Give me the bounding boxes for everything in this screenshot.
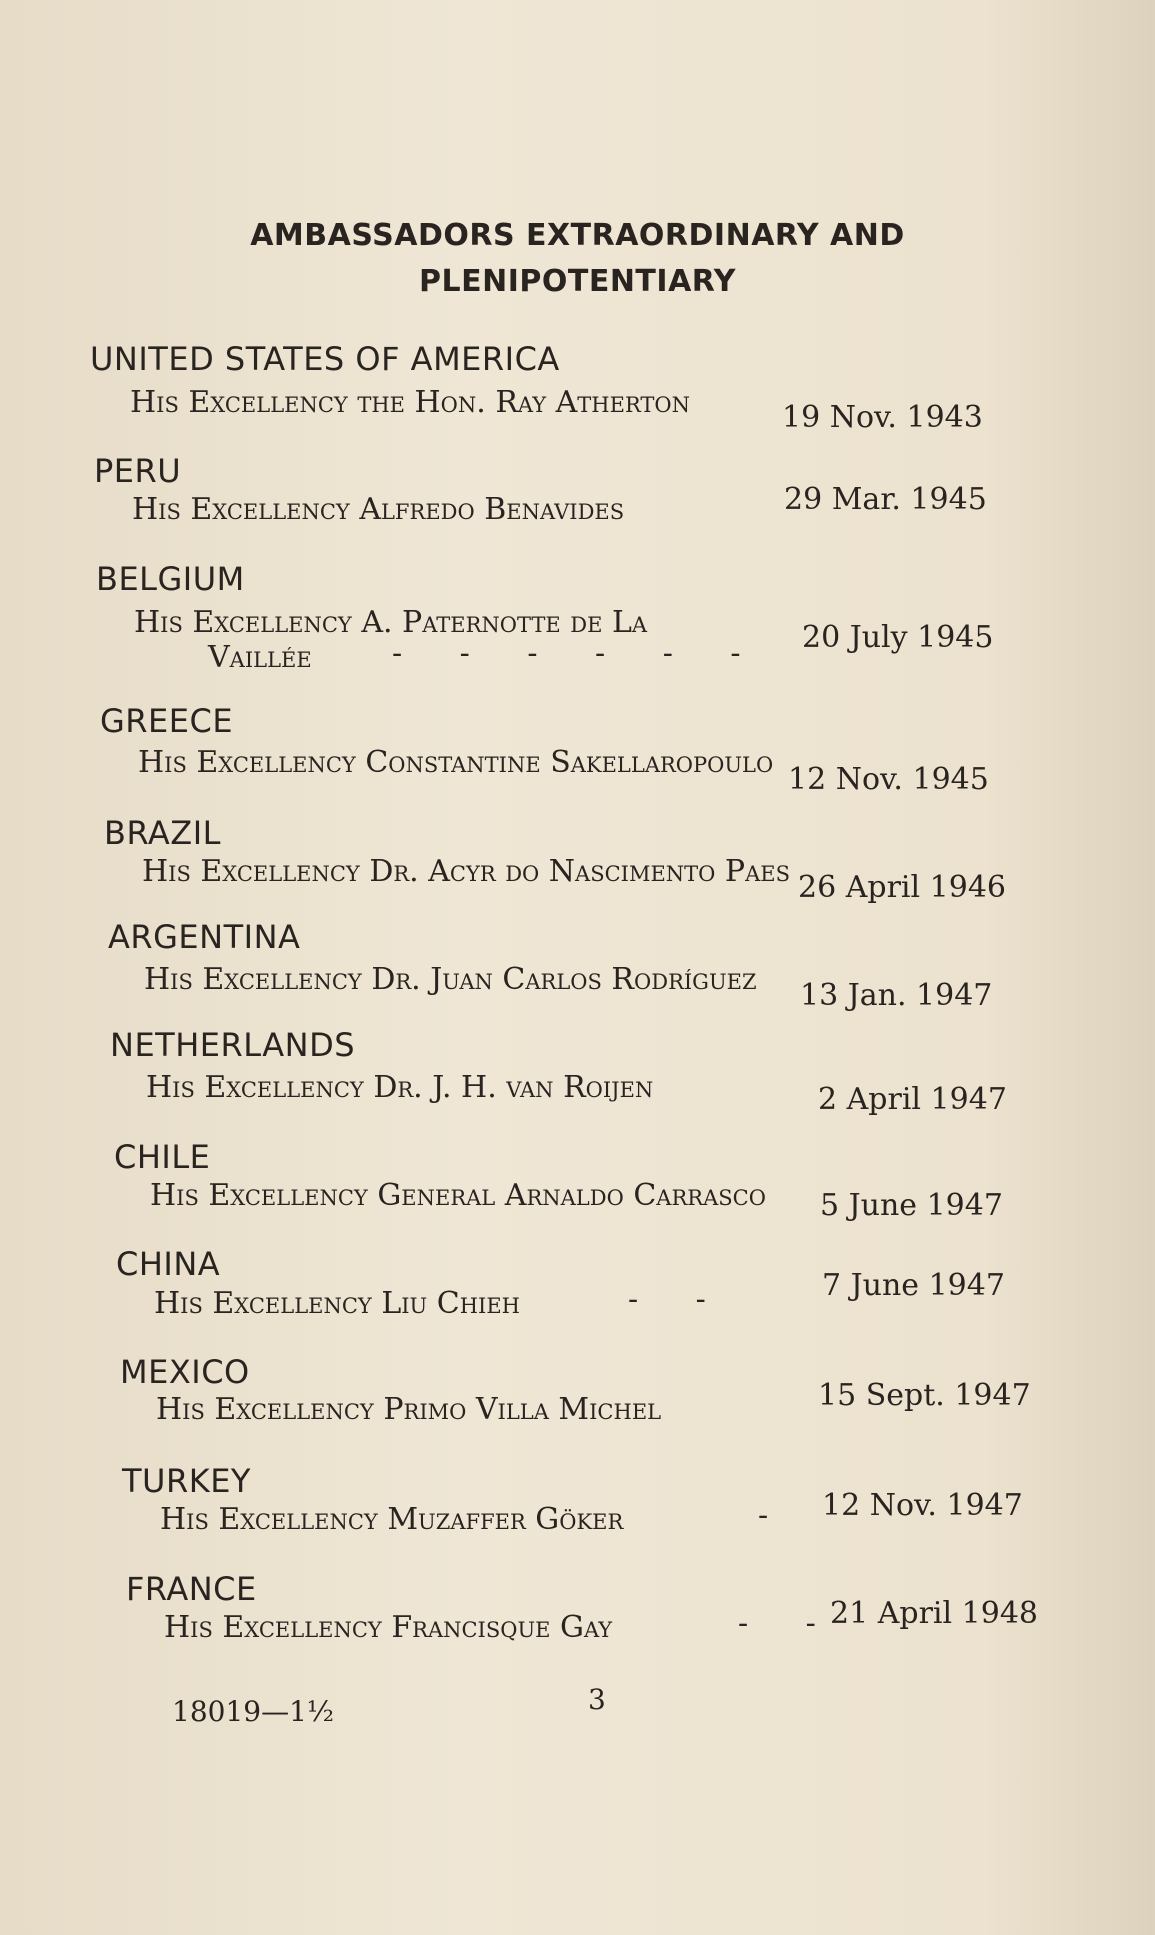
print-code: 18019—1½ [172, 1695, 335, 1728]
entry-date: 2 April 1947 [818, 1082, 1007, 1117]
entry-country: ARGENTINA [108, 918, 301, 956]
entry-date: 26 April 1946 [798, 870, 1006, 905]
entry-country: UNITED STATES OF AMERICA [90, 340, 560, 378]
entry-dashes: - - [628, 1282, 730, 1317]
entry-country: FRANCE [126, 1570, 257, 1608]
entry-person: His Excellency Francisque Gay [164, 1610, 613, 1645]
entry-date: 13 Jan. 1947 [800, 978, 993, 1013]
heading-line-1: AMBASSADORS EXTRAORDINARY AND [250, 218, 905, 253]
entry-country: PERU [94, 452, 182, 490]
entry-person: His Excellency Dr. Acyr do Nascimento Paes [142, 854, 790, 889]
entry-date: 5 June 1947 [820, 1188, 1003, 1223]
entry-date: 21 April 1948 [830, 1596, 1038, 1631]
entry-dashes: - [758, 1498, 793, 1533]
heading-line-2: PLENIPOTENTIARY [419, 264, 736, 299]
entry-country: BRAZIL [104, 814, 221, 852]
entry-date: 29 Mar. 1945 [784, 482, 987, 517]
entry-person: His Excellency Muzaffer Göker [160, 1502, 624, 1537]
entry-person: His Excellency the Hon. Ray Atherton [130, 385, 690, 420]
entry-person: His Excellency Dr. Juan Carlos Rodríguez [144, 962, 757, 997]
entry-country: TURKEY [122, 1462, 251, 1500]
entry-dashes: - - - - - - [392, 636, 765, 671]
entry-country: MEXICO [120, 1353, 250, 1391]
entry-dashes: - - [738, 1606, 840, 1641]
entry-country: CHILE [114, 1138, 211, 1176]
entry-country: BELGIUM [96, 560, 245, 598]
entry-country: NETHERLANDS [110, 1026, 356, 1064]
entry-date: 12 Nov. 1947 [822, 1488, 1023, 1523]
entry-country: GREECE [100, 702, 234, 740]
entry-person-continued: Vaillée [208, 640, 312, 675]
entry-date: 12 Nov. 1945 [788, 762, 989, 797]
entry-person: His Excellency A. Paternotte de La [134, 605, 648, 640]
entry-date: 20 July 1945 [802, 620, 994, 655]
entry-person: His Excellency General Arnaldo Carrasco [150, 1178, 766, 1213]
entry-person: His Excellency Dr. J. H. van Roijen [146, 1070, 654, 1105]
entry-person: His Excellency Constantine Sakellaropoulo [138, 745, 774, 780]
entry-date: 15 Sept. 1947 [818, 1378, 1031, 1413]
entry-date: 19 Nov. 1943 [782, 400, 983, 435]
entry-person: His Excellency Primo Villa Michel [156, 1392, 662, 1427]
entry-person: His Excellency Alfredo Benavides [132, 492, 625, 527]
entry-date: 7 June 1947 [822, 1268, 1005, 1303]
entry-person: His Excellency Liu Chieh [154, 1286, 520, 1321]
page-number: 3 [588, 1683, 606, 1716]
entry-country: CHINA [116, 1245, 221, 1283]
